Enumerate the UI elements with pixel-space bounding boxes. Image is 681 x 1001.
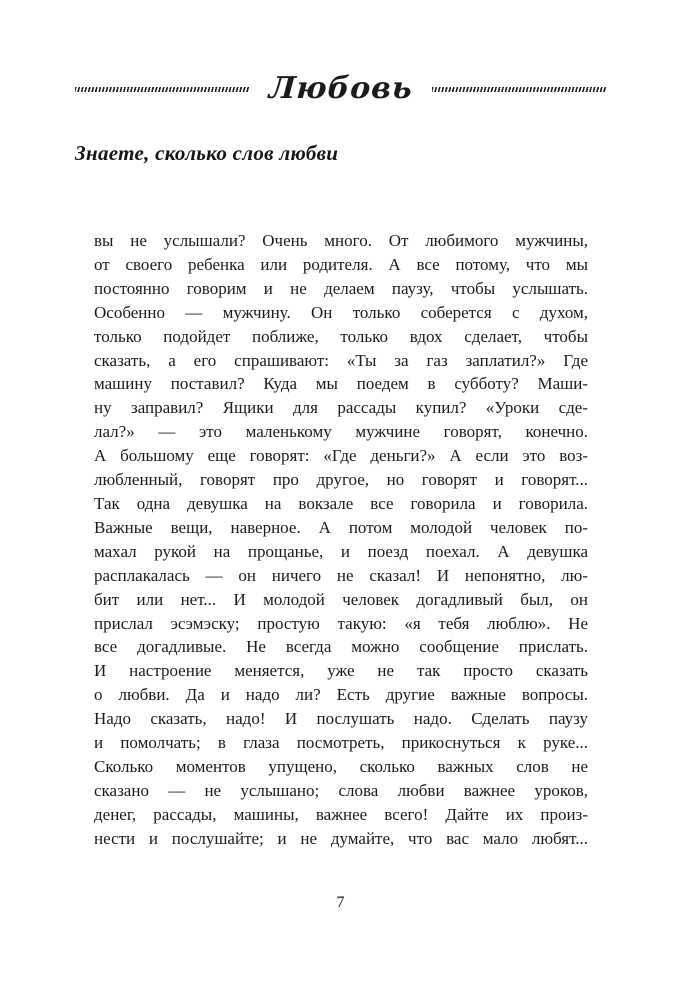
text-line: расплакалась — он ничего не сказал! И непонятно, лю- <box>94 565 588 585</box>
page-number: 7 <box>336 894 345 911</box>
text-line: прислал эсэмэску; простую такую: «я тебя люблю». Не <box>94 613 588 633</box>
header-ornament <box>75 72 606 106</box>
text-line: махал рукой на прощанье, и поезд поехал. А девушка <box>94 541 588 561</box>
text-line: Важные вещи, наверное. А потом молодой человек по- <box>94 517 588 537</box>
text-line: Особенно — мужчину. Он только соберется с духом, <box>94 302 588 322</box>
book-title: Любовь <box>267 71 414 106</box>
text-line: нести и послушайте; и не думайте, что вас мало любят... <box>94 828 588 848</box>
text-line: ну заправил? Ящики для рассады купил? «Уроки сде- <box>94 398 588 418</box>
body-text <box>94 229 588 851</box>
text-line: А большому еще говорят: «Где деньги?» А если это воз- <box>94 446 588 466</box>
text-line: и помолчать; в глаза посмотреть, прикоснуться к руке... <box>94 733 588 753</box>
text-line: вы не услышали? Очень много. От любимого мужчины, <box>94 231 588 250</box>
header-rule-left <box>75 87 249 92</box>
page-footer <box>0 894 681 912</box>
text-line: постоянно говорим и не делаем паузу, чтобы услышать. <box>94 278 588 298</box>
chapter-title: Знаете, сколько слов любви <box>75 141 339 165</box>
text-line: лал?» — это маленькому мужчине говорят, конечно. <box>94 422 588 442</box>
text-line: И настроение меняется, уже не так просто сказать <box>94 661 588 681</box>
text-line: только подойдет поближе, только вдох сделает, чтобы <box>94 326 588 346</box>
text-line: о любви. Да и надо ли? Есть другие важные вопросы. <box>94 685 588 705</box>
text-line: Так одна девушка на вокзале все говорила и говорила. <box>94 493 588 513</box>
text-line: любленный, говорят про другое, но говорят и говорят... <box>94 470 588 490</box>
text-line: сказано — не услышано; слова любви важнее уроков, <box>94 780 588 800</box>
header-rule-right <box>432 87 606 92</box>
text-line: Надо сказать, надо! И послушать надо. Сделать паузу <box>94 709 588 729</box>
text-line: денег, рассады, машины, важнее всего! Дайте их произ- <box>94 804 588 824</box>
text-line: от своего ребенка или родителя. А все потому, что мы <box>94 254 588 274</box>
text-line: Сколько моментов упущено, сколько важных слов не <box>94 756 588 776</box>
text-line: сказать, а его спрашивают: «Ты за газ заплатил?» Где <box>94 350 588 370</box>
text-line: машину поставил? Куда мы поедем в субботу? Маши- <box>94 374 588 394</box>
text-line: бит или нет... И молодой человек догадливый был, он <box>94 589 588 609</box>
text-line: все догадливые. Не всегда можно сообщение прислать. <box>94 637 588 657</box>
